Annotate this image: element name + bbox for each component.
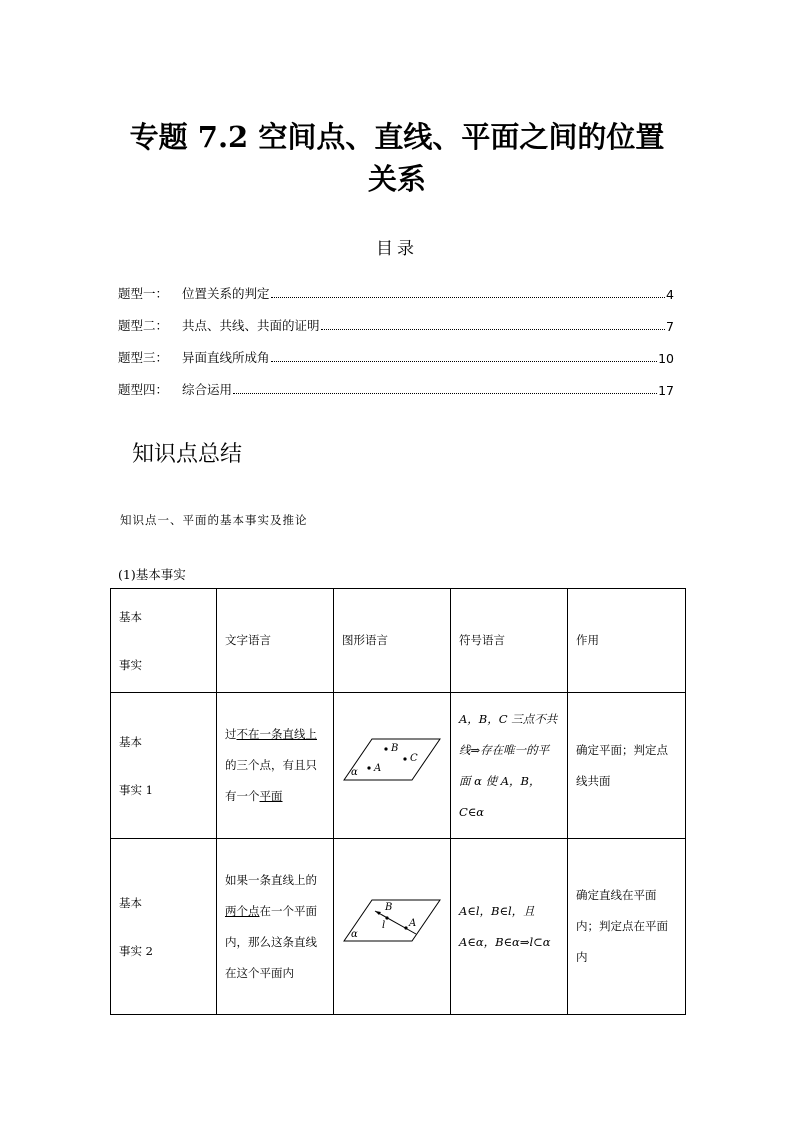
- toc-item[interactable]: [118, 334, 674, 366]
- fact-name: 事实 1: [119, 782, 153, 797]
- page-title-line1: 专题 7.2 空间点、直线、平面之间的位置: [129, 120, 665, 154]
- table-of-contents: [118, 270, 674, 398]
- fact-name: 基本: [119, 734, 142, 749]
- toc-leader: [233, 393, 657, 394]
- figure-cell: [334, 839, 451, 1015]
- plane-label: α: [351, 928, 358, 940]
- table-caption: (1)基本事实: [118, 567, 186, 582]
- point-dot: [384, 747, 387, 750]
- point-dot: [404, 926, 407, 929]
- toc-item-page: 4: [666, 287, 674, 302]
- use-cell: 确定直线在平面内；判定点在平面内: [568, 839, 686, 1015]
- text-language-cell: [217, 693, 334, 839]
- toc-item-label: 共点、共线、共面的证明: [182, 318, 320, 333]
- plane-figure-three-points: [342, 735, 442, 785]
- text-part: 如果一条直线上的: [225, 872, 317, 887]
- toc-item-page: 17: [658, 383, 674, 398]
- toc-item-type: 题型一：: [118, 286, 169, 301]
- toc-item-label: 异面直线所成角: [182, 350, 270, 365]
- page-title-line2: 关系: [367, 162, 426, 196]
- text-part: 在一个平面内，那么这条直线在这个平面内: [225, 903, 317, 980]
- toc-item-page: 10: [658, 351, 674, 366]
- toc-item-type: 题型二：: [118, 318, 169, 333]
- text-language-cell: [217, 839, 334, 1015]
- symbol-language-cell: A，B，C 三点不共线⇒存在唯一的平面 α 使 A，B，C∈α: [451, 693, 568, 839]
- toc-heading: 目录: [376, 239, 418, 259]
- text-underlined: 两个点: [225, 903, 260, 918]
- text-part: 的三个点，有且只有一个: [225, 758, 317, 803]
- line-label: l: [382, 919, 386, 931]
- toc-item-label: 位置关系的判定: [182, 286, 270, 301]
- toc-item-type: 题型四：: [118, 382, 169, 397]
- toc-item-label: 综合运用: [182, 382, 233, 397]
- basic-facts-table: [110, 588, 686, 1015]
- toc-leader: [271, 361, 658, 362]
- table-header-row: [111, 589, 686, 693]
- section-title: 知识点总结: [132, 442, 243, 467]
- point-dot: [385, 916, 388, 919]
- table-row: [111, 693, 686, 839]
- symbol-language-cell: A∈l，B∈l，且 A∈α，B∈α⇒l⊂α: [451, 839, 568, 1015]
- plane-label: α: [351, 766, 358, 778]
- header-cell: 作用: [568, 589, 686, 693]
- fact-name-cell: [111, 839, 217, 1015]
- header-cell: 图形语言: [334, 589, 451, 693]
- toc-item-page: 7: [666, 319, 674, 334]
- toc-item-type: 题型三：: [118, 350, 169, 365]
- toc-item[interactable]: [118, 270, 674, 302]
- point-label: A: [409, 917, 417, 929]
- point-label: B: [385, 901, 393, 913]
- text-underlined: 不在一条直线: [236, 727, 306, 741]
- subsection-title: 知识点一、平面的基本事实及推论: [120, 513, 308, 527]
- toc-item[interactable]: [118, 302, 674, 334]
- header-text: 基本: [119, 609, 142, 624]
- toc-leader: [271, 297, 666, 298]
- text-underlined: 上: [305, 727, 317, 741]
- header-text: 事实: [119, 657, 142, 672]
- header-cell: [111, 589, 217, 693]
- toc-item[interactable]: [118, 366, 674, 398]
- point-label: A: [374, 762, 382, 774]
- text-part: 过: [225, 727, 237, 741]
- fact-name: 事实 2: [119, 943, 153, 958]
- point-dot: [403, 757, 406, 760]
- header-cell: 符号语言: [451, 589, 568, 693]
- point-label: B: [391, 742, 399, 754]
- use-cell: 确定平面；判定点线共面: [568, 693, 686, 839]
- fact-name: 基本: [119, 895, 142, 910]
- text-underlined: 平面: [259, 789, 283, 803]
- point-dot: [367, 766, 370, 769]
- header-cell: 文字语言: [217, 589, 334, 693]
- figure-cell: [334, 693, 451, 839]
- toc-leader: [321, 329, 666, 330]
- fact-name-cell: [111, 693, 217, 839]
- point-label: C: [410, 752, 418, 764]
- table-row: [111, 839, 686, 1015]
- plane-figure-line-in-plane: [342, 896, 442, 946]
